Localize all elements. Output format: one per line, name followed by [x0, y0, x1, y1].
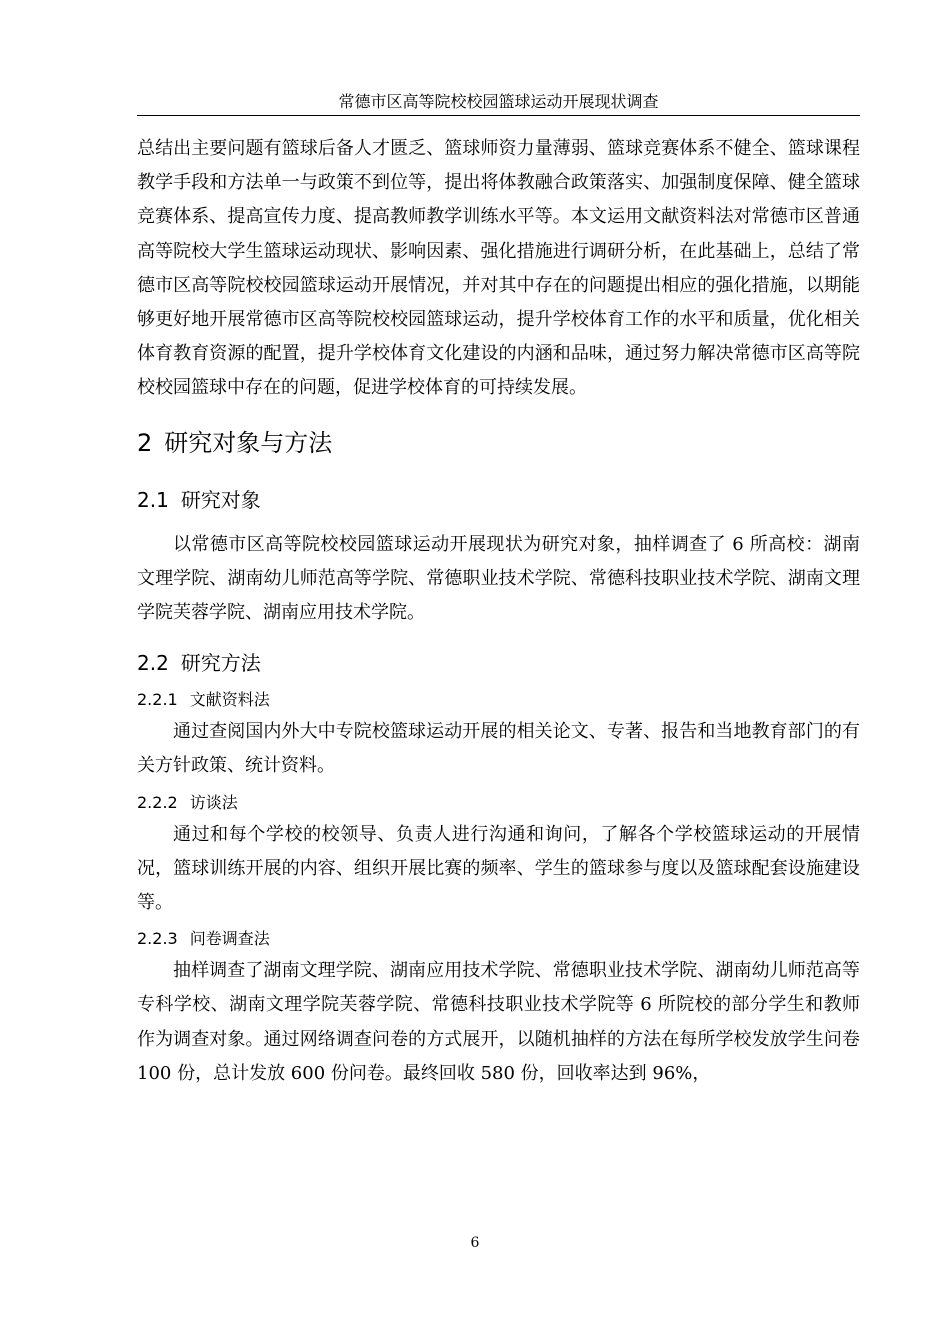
section-2-2-3-paragraph: 抽样调查了湖南文理学院、湖南应用技术学院、常德职业技术学院、湖南幼儿师范高等专科学校、湖南文理学院芙蓉学院、常德科技职业技术学院等 6 所院校的部分学生和教师作为调查对象。通过网络调查问卷的方式展开，以随机抽样的方法在每所学校发放学生问卷 100 份，总计发放 600 份问卷。最终回收 580 份，回收率达到 96%， — [137, 960, 860, 1084]
section-2-2-2-heading — [137, 788, 860, 818]
section-2-2-1-title: 文献资料法 — [189, 690, 270, 710]
section-2-2-number: 2.2 — [137, 651, 169, 676]
section-2-2-3-title: 问卷调查法 — [189, 929, 270, 949]
section-2-1-number: 2.1 — [137, 487, 169, 512]
section-2-2-1-number: 2.2.1 — [137, 690, 178, 710]
section-2-1-title: 研究对象 — [180, 487, 261, 512]
section-2-2-2-number: 2.2.2 — [137, 792, 178, 812]
section-2-1-paragraph: 以常德市区高等院校校园篮球运动开展现状为研究对象，抽样调查了 6 所高校：湖南文理学院、湖南幼儿师范高等学院、常德职业技术学院、常德科技职业技术学院、湖南文理学院芙蓉学院、湖南应用技术学院。 — [137, 533, 860, 624]
header-rule — [137, 115, 860, 116]
page-number: 6 — [470, 1235, 480, 1251]
section-2-2-1-paragraph: 通过查阅国内外大中专院校篮球运动开展的相关论文、专著、报告和当地教育部门的有关方针政策、统计资料。 — [137, 721, 860, 777]
section-2-heading — [137, 419, 860, 467]
page-body — [137, 132, 860, 1091]
section-2-2-heading — [137, 645, 860, 681]
intro-paragraph: 总结出主要问题有篮球后备人才匮乏、篮球师资力量薄弱、篮球竞赛体系不健全、篮球课程教学手段和方法单一与政策不到位等，提出将体教融合政策落实、加强制度保障、健全篮球竞赛体系、提高宣传力度、提高教师教学训练水平等。本文运用文献资料法对常德市区普通高等院校大学生篮球运动现状、影响因素、强化措施进行调研分析，在此基础上，总结了常德市区高等院校校园篮球运动开展情况，并对其中存在的问题提出相应的强化措施，以期能够更好地开展常德市区高等院校校园篮球运动，提升学校体育工作的水平和质量，优化相关体育教育资源的配置，提升学校体育文化建设的内涵和品味，通过努力解决常德市区高等院校校园篮球中存在的问题，促进学校体育的可持续发展。 — [137, 138, 860, 399]
section-2-2-1-heading — [137, 685, 860, 715]
section-2-number: 2 — [137, 428, 153, 457]
section-2-2-2-title: 访谈法 — [189, 792, 238, 812]
section-2-2-2-paragraph: 通过和每个学校的校领导、负责人进行沟通和询问，了解各个学校篮球运动的开展情况，篮球训练开展的内容、组织开展比赛的频率、学生的篮球参与度以及篮球配套设施建设等。 — [137, 823, 860, 914]
section-2-2-3-heading — [137, 924, 860, 954]
running-header: 常德市区高等院校校园篮球运动开展现状调查 — [338, 92, 659, 111]
section-2-title: 研究对象与方法 — [164, 428, 333, 457]
section-2-1-heading — [137, 482, 860, 518]
section-2-2-title: 研究方法 — [180, 651, 261, 676]
section-2-2-3-number: 2.2.3 — [137, 929, 178, 949]
